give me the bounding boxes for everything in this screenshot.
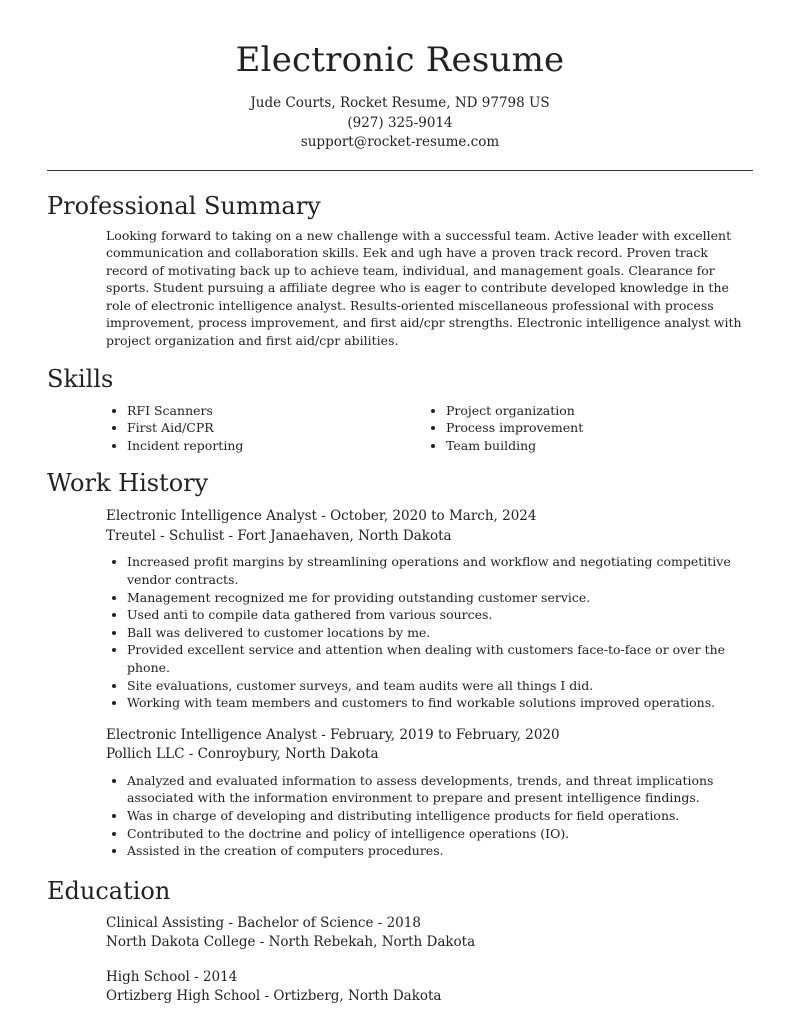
education-degree-line: High School - 2014	[106, 968, 238, 985]
skills-column-right	[425, 402, 744, 455]
education-degree-line: Clinical Assisting - Bachelor of Science - 2018	[106, 914, 421, 931]
job-bullet: • Contributed to the doctrine and policy of intelligence operations (IO).	[127, 825, 753, 843]
education-entry	[106, 914, 753, 953]
summary-text: Looking forward to taking on a new challenge with a successful team. Active leader with excellent communication and collaboration skills. Eek and ugh have a proven track record. Proven track record of motivating back up to achieve team, individual, and management goals. Clearance for sports. Student pursuing a affiliate degree who is eager to contribute developed knowledge in the role of electronic intelligence analyst. Results-oriented miscellaneous professional with process improvement, process improvement, and first aid/cpr strengths. Electronic intelligence analyst with project organization and first aid/cpr abilities.	[106, 227, 742, 349]
skill-item: • Process improvement	[446, 419, 744, 437]
education-school-line: North Dakota College - North Rebekah, North Dakota	[106, 934, 476, 951]
summary-heading: Professional Summary	[47, 191, 321, 220]
job-bullets	[106, 772, 753, 860]
job-bullet: • Site evaluations, customer surveys, and team audits were all things I did.	[127, 677, 753, 695]
work-history-heading: Work History	[47, 469, 209, 498]
resume-header	[47, 0, 753, 153]
job-bullet: • Used anti to compile data gathered from various sources.	[127, 606, 753, 624]
contact-address: Jude Courts, Rocket Resume, ND 97798 US	[250, 95, 550, 111]
job-bullet: • Was in charge of developing and distributing intelligence products for field operations.	[127, 807, 753, 825]
job-bullet: • Management recognized me for providing outstanding customer service.	[127, 589, 753, 607]
contact-email: support@rocket-resume.com	[300, 134, 500, 150]
job-bullet: • Provided excellent service and attention when dealing with customers face-to-face or over the phone.	[127, 641, 753, 676]
skill-item: • Incident reporting	[127, 437, 425, 455]
education-heading: Education	[47, 876, 171, 905]
skill-item: • Team building	[446, 437, 744, 455]
resume-title: Electronic Resume	[235, 40, 565, 80]
job-entry	[106, 726, 753, 860]
job-bullet: • Assisted in the creation of computers procedures.	[127, 842, 753, 860]
job-bullet: • Analyzed and evaluated information to assess developments, trends, and threat implications associated with the information environment to prepare and present intelligence findings.	[127, 772, 753, 807]
job-bullet: • Working with team members and customers to find workable solutions improved operations.	[127, 694, 753, 712]
job-bullet: • Ball was delivered to customer locations by me.	[127, 624, 753, 642]
skill-item: • Project organization	[446, 402, 744, 420]
skill-item: • First Aid/CPR	[127, 419, 425, 437]
job-entry	[106, 507, 753, 711]
skill-item: • RFI Scanners	[127, 402, 425, 420]
skills-column-left	[106, 402, 425, 455]
job-company-line: Treutel - Schulist - Fort Janaehaven, North Dakota	[106, 527, 452, 544]
job-bullets	[106, 553, 753, 711]
skills-heading: Skills	[47, 364, 114, 393]
education-entry	[106, 968, 753, 1007]
job-bullet: • Increased profit margins by streamlining operations and workflow and negotiating competitive vendor contracts.	[127, 553, 753, 588]
education-school-line: Ortizberg High School - Ortizberg, North Dakota	[106, 988, 442, 1005]
job-company-line: Pollich LLC - Conroybury, North Dakota	[106, 746, 379, 763]
header-divider	[47, 170, 753, 171]
job-title-line: Electronic Intelligence Analyst - February, 2019 to February, 2020	[106, 726, 560, 743]
skills-list	[106, 402, 753, 455]
job-title-line: Electronic Intelligence Analyst - October, 2020 to March, 2024	[106, 508, 537, 525]
contact-phone: (927) 325-9014	[347, 114, 453, 131]
